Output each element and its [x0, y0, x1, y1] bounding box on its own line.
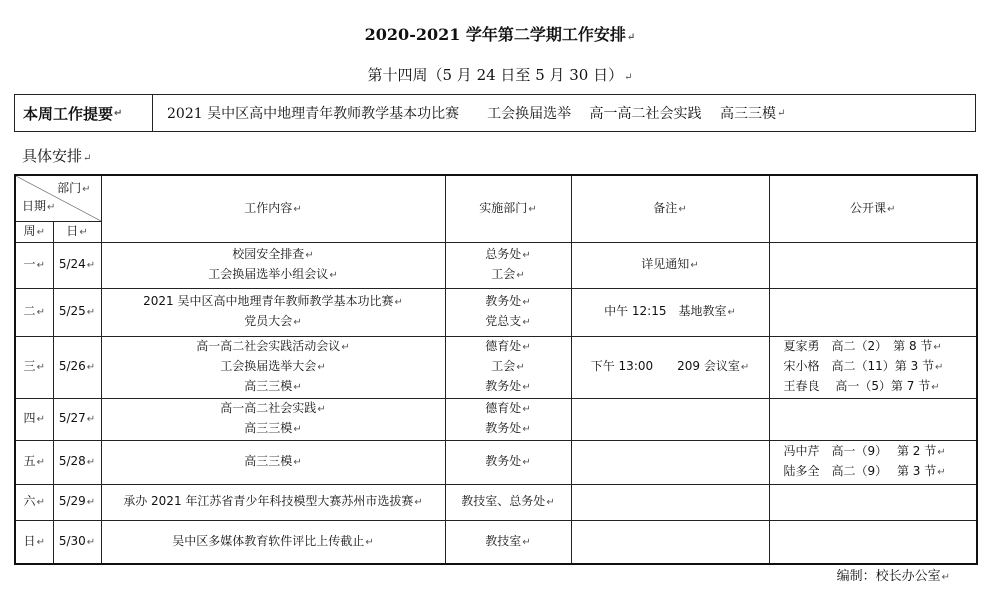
table-row [15, 440, 977, 484]
weekday-cell: 二↵ [15, 288, 53, 336]
note-cell [571, 440, 769, 484]
diagonal-header-cell [15, 175, 101, 221]
table-row [15, 484, 977, 520]
note-cell: 中午 12:15 基地教室↵ [571, 288, 769, 336]
content-cell: 承办 2021 年江苏省青少年科技模型大赛苏州市选拔赛↵ [101, 484, 445, 520]
date-cell: 5/26↵ [53, 336, 101, 398]
weekday-cell: 一↵ [15, 242, 53, 288]
content-cell: 校园安全排查↵ 工会换届选举小组会议↵ [101, 242, 445, 288]
note-cell [571, 520, 769, 564]
summary-label: 本周工作提要 ↵ [15, 95, 153, 131]
note-cell [571, 484, 769, 520]
table-row [15, 242, 977, 288]
weekday-cell: 五↵ [15, 440, 53, 484]
content-cell: 高三三模↵ [101, 440, 445, 484]
note-header: 备注↵ [571, 175, 769, 242]
unit-cell: 德育处↵ 工会↵ 教务处↵ [445, 336, 571, 398]
schedule-table [14, 174, 978, 565]
open-class-cell [769, 520, 977, 564]
table-row [15, 288, 977, 336]
note-cell: 下午 13:00 209 会议室↵ [571, 336, 769, 398]
open-class-cell [769, 288, 977, 336]
specific-arrangement-label: 具体安排↵ [22, 147, 92, 165]
weekday-cell: 六↵ [15, 484, 53, 520]
weekday-cell: 四↵ [15, 398, 53, 440]
date-cell: 5/25↵ [53, 288, 101, 336]
content-cell: 吴中区多媒体教育软件评比上传截止↵ [101, 520, 445, 564]
weekday-cell: 三↵ [15, 336, 53, 398]
content-header: 工作内容↵ [101, 175, 445, 242]
content-cell: 高一高二社会实践↵ 高三三模↵ [101, 398, 445, 440]
note-cell [571, 398, 769, 440]
open-class-cell [769, 398, 977, 440]
unit-cell: 德育处↵ 教务处↵ [445, 398, 571, 440]
day-header: 日↵ [53, 221, 101, 242]
table-row [15, 336, 977, 398]
table-row [15, 520, 977, 564]
open-class-cell [769, 242, 977, 288]
footer-editor: 编制：校长办公室↵ [836, 569, 950, 584]
open-class-cell: 夏家勇 高二（2） 第 8 节↵ 宋小格 高二（11）第 3 节↵ 王春良 高一（5）第 7 节↵ [769, 336, 977, 398]
week-subtitle: 第十四周（5 月 24 日至 5 月 30 日）↵ [367, 66, 633, 84]
date-cell: 5/27↵ [53, 398, 101, 440]
weekday-cell: 日↵ [15, 520, 53, 564]
summary-text: 2021 吴中区高中地理青年教师教学基本功比赛 工会换届选举 高一高二社会实践 高三三模 ↵ [167, 106, 786, 122]
unit-cell: 总务处↵ 工会↵ [445, 242, 571, 288]
date-cell: 5/29↵ [53, 484, 101, 520]
weekly-summary-box [14, 94, 976, 132]
date-cell: 5/24↵ [53, 242, 101, 288]
dept-header: 部门↵ [57, 181, 91, 195]
unit-cell: 教务处↵ [445, 440, 571, 484]
content-cell: 2021 吴中区高中地理青年教师教学基本功比赛↵ 党员大会↵ [101, 288, 445, 336]
note-cell: 详见通知↵ [571, 242, 769, 288]
date-cell: 5/30↵ [53, 520, 101, 564]
week-header: 周↵ [15, 221, 53, 242]
date-cell: 5/28↵ [53, 440, 101, 484]
open-class-header: 公开课↵ [769, 175, 977, 242]
open-class-cell [769, 484, 977, 520]
open-class-cell: 冯中芹 高一（9） 第 2 节↵ 陆多全 高二（9） 第 3 节↵ [769, 440, 977, 484]
unit-header: 实施部门↵ [445, 175, 571, 242]
page-title: 2020-2021 学年第二学期工作安排↵ [364, 25, 636, 44]
content-cell: 高一高二社会实践活动会议↵ 工会换届选举大会↵ 高三三模↵ [101, 336, 445, 398]
unit-cell: 教技室↵ [445, 520, 571, 564]
unit-cell: 教技室、总务处↵ [445, 484, 571, 520]
date-header: 日期↵ [22, 198, 56, 213]
unit-cell: 教务处↵ 党总支↵ [445, 288, 571, 336]
table-row [15, 398, 977, 440]
